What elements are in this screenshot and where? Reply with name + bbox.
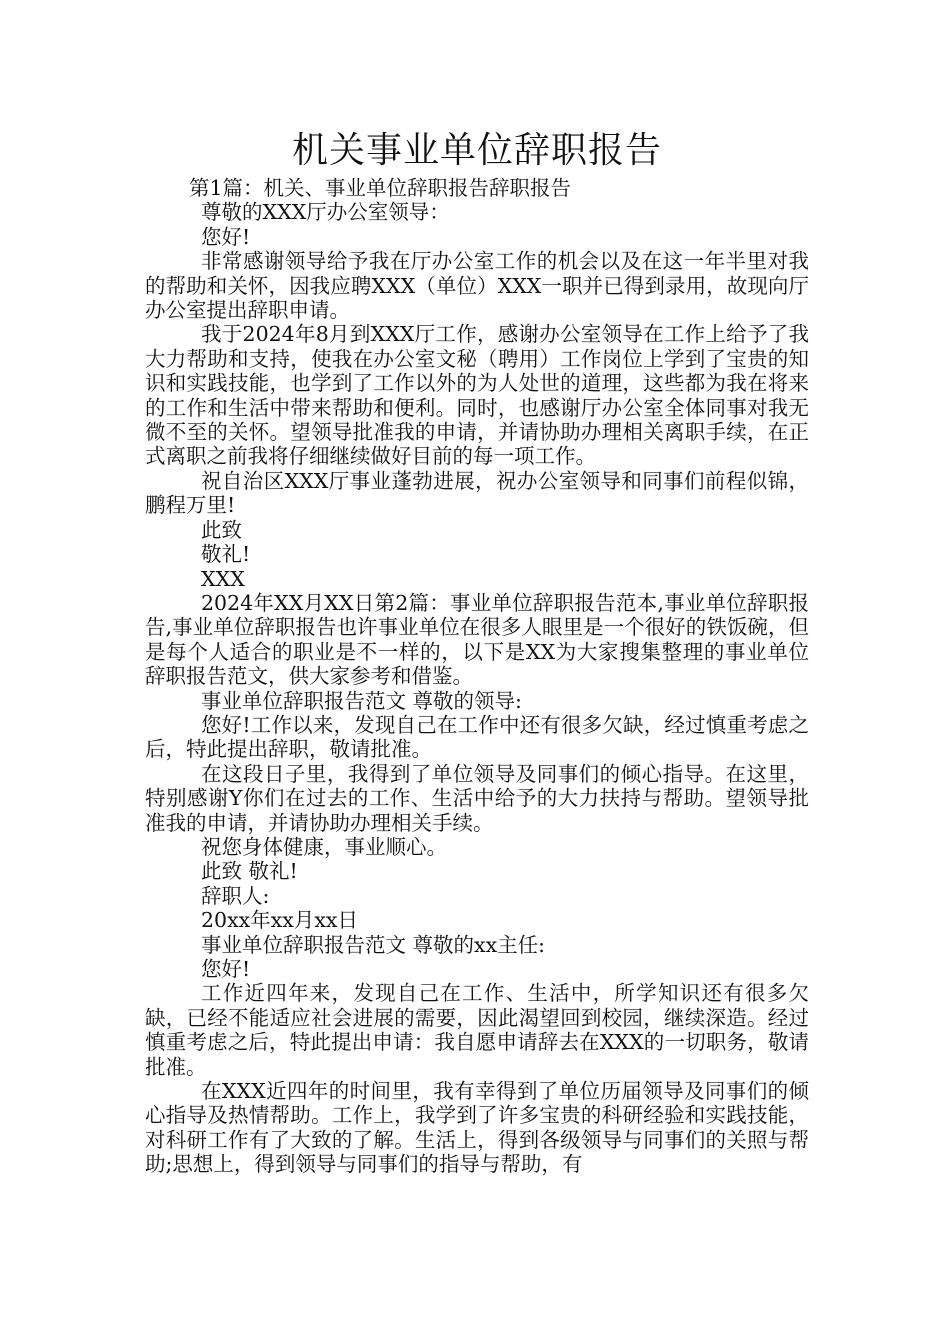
paragraph: 非常感谢领导给予我在厅办公室工作的机会以及在这一年半里对我的帮助和关怀，因我应聘XXX（单位）XXX一职并已得到录用，故现向厅办公室提出辞职申请。 xyxy=(145,249,809,323)
paragraph: 您好!工作以来，发现自己在工作中还有很多欠缺，经过慎重考虑之后，特此提出辞职，敬请批准。 xyxy=(145,712,809,762)
document-title: 机关事业单位辞职报告 xyxy=(291,130,662,171)
paragraph: 此致 敬礼! xyxy=(201,859,298,884)
paragraph: 敬礼! xyxy=(201,542,251,567)
paragraph: 2024年XX月XX日第2篇：事业单位辞职报告范本,事业单位辞职报告,事业单位辞职报告也许事业单位在很多人眼里是一个很好的铁饭碗，但是每个人适合的职业是不一样的，以下是XX为大家搜集整理的事业单位辞职报告范文，供大家参考和借鉴。 xyxy=(145,590,809,689)
paragraph: 您好! xyxy=(201,224,251,249)
paragraph: 祝自治区XXX厅事业蓬勃进展，祝办公室领导和同事们前程似锦，鹏程万里! xyxy=(145,468,809,518)
paragraph: XXX xyxy=(201,566,245,591)
paragraph: 20xx年xx月xx日 xyxy=(201,908,358,933)
paragraph: 事业单位辞职报告范文 尊敬的领导: xyxy=(201,688,522,713)
paragraph: 工作近四年来，发现自己在工作、生活中，所学知识还有很多欠缺，已经不能适应社会进展的需要，因此渴望回到校园，继续深造。经过慎重考虑之后，特此提出申请：我自愿申请辞去在XXX的一切职务，敬请批准。 xyxy=(145,981,809,1079)
paragraph: 我于2024年8月到XXX厅工作，感谢办公室领导在工作上给予了我大力帮助和支持，使我在办公室文秘（聘用）工作岗位上学到了宝贵的知识和实践技能，也学到了工作以外的为人处世的道理，这些都为我在将来的工作和生活中带来帮助和便利。同时，也感谢厅办公室全体同事对我无微不至的关怀。望领导批准我的申请，并请协助办理相关离职手续，在正式离职之前我将仔细继续做好目前的每一项工作。 xyxy=(145,322,809,469)
paragraph: 辞职人: xyxy=(201,883,270,908)
document-body xyxy=(145,176,809,1177)
paragraph: 在这段日子里，我得到了单位领导及同事们的倾心指导。在这里，特别感谢Y你们在过去的工作、生活中给予的大力扶持与帮助。望领导批准我的申请，并请协助办理相关手续。 xyxy=(145,761,809,835)
paragraph: 在XXX近四年的时间里，我有幸得到了单位历届领导及同事们的倾心指导及热情帮助。工作上，我学到了许多宝贵的科研经验和实践技能，对科研工作有了大致的了解。生活上，得到各级领导与同事们的关照与帮助;思想上，得到领导与同事们的指导与帮助，有 xyxy=(145,1079,809,1177)
paragraph: 您好! xyxy=(201,957,251,981)
paragraph: 事业单位辞职报告范文 尊敬的xx主任: xyxy=(201,932,546,957)
paragraph: 此致 xyxy=(201,517,242,542)
document-page xyxy=(145,128,809,1177)
paragraph: 祝您身体健康，事业顺心。 xyxy=(201,834,447,859)
paragraph: 尊敬的XXX厅办公室领导： xyxy=(201,200,450,225)
paragraph: 第1篇：机关、事业单位辞职报告辞职报告 xyxy=(189,176,572,200)
